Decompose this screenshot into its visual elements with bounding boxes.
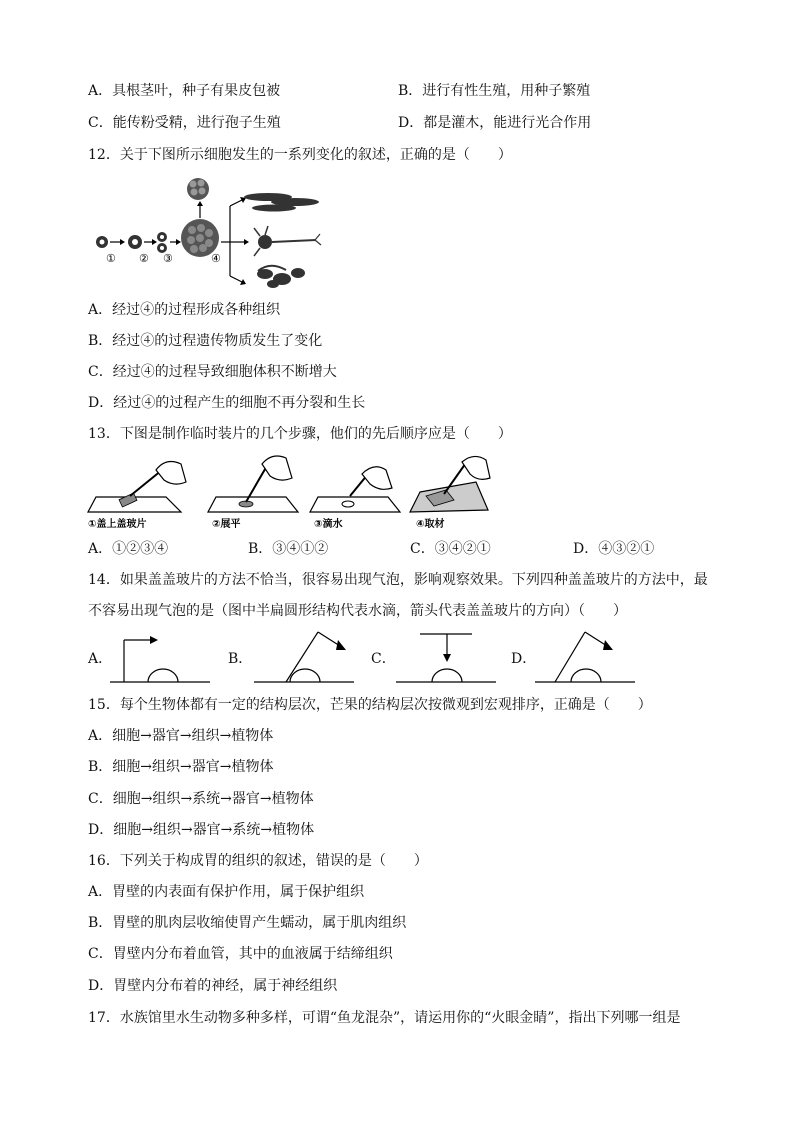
q13-option-d: D．④③②① <box>573 541 655 557</box>
connective-tissue-icon <box>257 266 305 288</box>
drop-water-step-icon <box>310 467 400 530</box>
q12-option-a: A．经过④的过程形成各种组织 <box>88 302 281 318</box>
fig13-label-1: ①盖上盖玻片 <box>88 519 147 530</box>
fig12-label-3: ③ <box>163 252 173 265</box>
q14-option-a-diagram <box>110 630 215 686</box>
spread-step-icon <box>208 456 298 530</box>
fig12-label-4: ④ <box>211 252 221 265</box>
q14-stem-line1: 14．如果盖盖玻片的方法不恰当，很容易出现气泡，影响观察效果。下列四种盖盖玻片的方法中，最 <box>88 572 708 588</box>
take-material-step-icon <box>410 456 490 530</box>
q15-option-d: D．细胞→组织→器官→系统→植物体 <box>88 822 315 838</box>
q17-stem: 17．水族馆里水生动物多种多样，可谓“鱼龙混杂”，请运用你的“火眼金睛”，指出下列哪一组是 <box>88 1010 681 1026</box>
cover-slip-step-icon <box>88 462 186 530</box>
fig13-label-4: ④取材 <box>416 519 445 530</box>
cell-stage-2-icon <box>128 235 142 249</box>
q15-option-a: A．细胞→器官→组织→植物体 <box>88 728 274 744</box>
q14-option-b-letter: B． <box>228 651 253 667</box>
q11-option-c: C．能传粉受精，进行孢子生殖 <box>88 115 281 131</box>
q16-option-d: D．胃壁内分布着的神经，属于神经组织 <box>88 978 338 994</box>
dividing-cells-icon <box>187 178 209 200</box>
fig13-label-2: ②展平 <box>212 519 241 530</box>
q16-option-b: B．胃壁的肌肉层收缩使胃产生蠕动，属于肌肉组织 <box>88 915 407 931</box>
q14-option-c-diagram <box>394 630 500 686</box>
q12-cell-development-figure <box>90 176 330 288</box>
q12-option-d: D．经过④的过程产生的细胞不再分裂和生长 <box>88 395 366 411</box>
q11-option-b: B．进行有性生殖，用种子繁殖 <box>398 83 591 99</box>
q14-option-b-diagram <box>252 624 358 686</box>
q16-option-a: A．胃壁的内表面有保护作用，属于保护组织 <box>88 884 365 900</box>
q11-option-d: D．都是灌木，能进行光合作用 <box>398 115 592 131</box>
q16-stem: 16．下列关于构成胃的组织的叙述，错误的是（ ） <box>88 853 428 869</box>
nerve-cell-icon <box>254 226 321 256</box>
two-cells-icon <box>157 232 167 253</box>
q14-option-d-letter: D． <box>511 651 537 667</box>
q13-option-c: C．③④②① <box>410 541 491 557</box>
q14-stem-line2: 不容易出现气泡的是（图中半扁圆形结构代表水滴，箭头代表盖盖玻片的方向）（ ） <box>88 603 627 619</box>
fig13-label-3: ③滴水 <box>314 519 343 530</box>
q15-stem: 15．每个生物体都有一定的结构层次，芒果的结构层次按微观到宏观排序，正确是（ ） <box>88 697 652 713</box>
q12-option-c: C．经过④的过程导致细胞体积不断增大 <box>88 364 337 380</box>
q13-slide-steps-figure <box>86 452 496 532</box>
fig12-label-1: ① <box>106 252 116 265</box>
q11-option-a: A．具根茎叶，种子有果皮包被 <box>88 83 281 99</box>
single-cell-icon <box>96 236 108 248</box>
q16-option-c: C．胃壁内分布着血管，其中的血液属于结缔组织 <box>88 946 393 962</box>
fig12-label-2: ② <box>139 252 149 265</box>
q13-option-b: B．③④①② <box>248 541 329 557</box>
q12-option-b: B．经过④的过程遗传物质发生了变化 <box>88 333 323 349</box>
q15-option-b: B．细胞→组织→器官→植物体 <box>88 759 274 775</box>
muscle-tissue-icon <box>244 193 319 212</box>
q13-stem: 13．下图是制作临时装片的几个步骤，他们的先后顺序应是（ ） <box>88 426 512 442</box>
q12-stem: 12．关于下图所示细胞发生的一系列变化的叙述，正确的是（ ） <box>88 147 512 163</box>
q15-option-c: C．细胞→组织→系统→器官→植物体 <box>88 791 314 807</box>
q14-option-a-letter: A． <box>88 651 113 667</box>
q14-option-c-letter: C． <box>371 651 396 667</box>
q13-option-a: A．①②③④ <box>88 541 169 557</box>
q14-option-d-diagram <box>533 624 641 686</box>
